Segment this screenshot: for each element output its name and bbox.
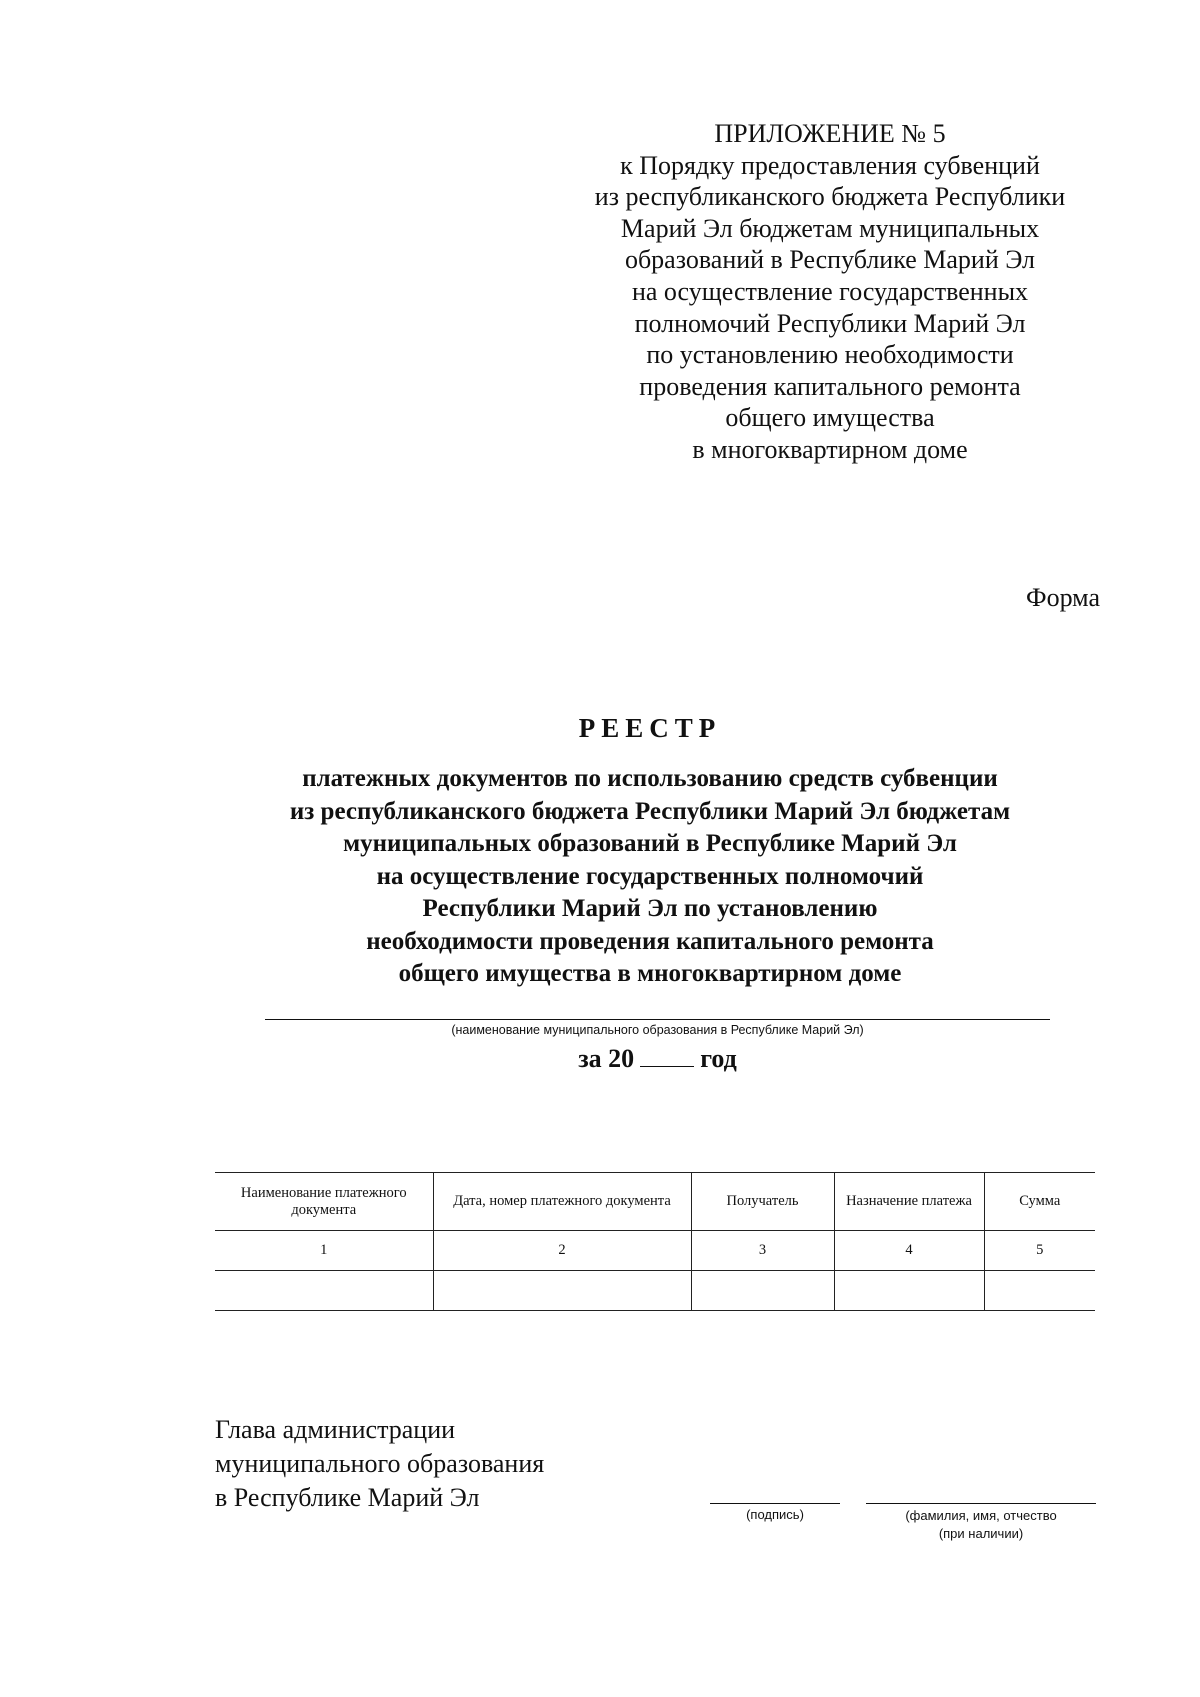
- subtitle-line: Республики Марий Эл по установлению: [422, 895, 878, 922]
- signer-line: Глава администрации: [215, 1415, 456, 1444]
- subtitle-line: муниципальных образований в Республике Марий Эл: [343, 830, 957, 857]
- column-number: 2: [433, 1231, 691, 1271]
- signer-line: муниципального образования: [215, 1449, 545, 1478]
- municipality-caption: (наименование муниципального образования в Республике Марий Эл): [451, 1023, 864, 1037]
- column-number: 1: [215, 1231, 433, 1271]
- table-row: [215, 1271, 1095, 1311]
- table-cell: [215, 1271, 433, 1311]
- subtitle-line: из республиканского бюджета Республики Марий Эл бюджетам: [289, 797, 1011, 825]
- subtitle-line: необходимости проведения капитального ремонта: [366, 927, 934, 955]
- header-purpose: Назначение платежа: [834, 1173, 984, 1231]
- year-suffix: год: [700, 1044, 737, 1073]
- header-date-number: Дата, номер платежного документа: [433, 1173, 691, 1231]
- year-prefix: за 20: [578, 1044, 635, 1073]
- name-caption-line: (при наличии): [938, 1526, 1024, 1541]
- name-fill-line: [866, 1503, 1096, 1504]
- signer-block: [215, 1413, 544, 1515]
- table-cell: [984, 1271, 1095, 1311]
- appendix-line: к Порядку предоставления субвенций: [620, 150, 1040, 180]
- column-number: 3: [691, 1231, 834, 1271]
- table-cell: [834, 1271, 984, 1311]
- appendix-header: [560, 118, 1100, 466]
- table-header-row: [215, 1173, 1095, 1231]
- header-recipient: Получатель: [691, 1173, 834, 1231]
- document-subtitle: [200, 763, 1100, 991]
- year-blank: [640, 1044, 694, 1067]
- header-document-name: Наименование платежного документа: [215, 1173, 433, 1231]
- appendix-line: образований в Республике Марий Эл: [624, 245, 1036, 275]
- appendix-line: Марий Эл бюджетам муниципальных: [620, 213, 1040, 243]
- year-line: [265, 1044, 1050, 1074]
- subtitle-line: общего имущества в многоквартирном доме: [398, 960, 902, 987]
- appendix-line: по установлению необходимости: [646, 340, 1014, 370]
- signer-line: в Республике Марий Эл: [215, 1483, 480, 1512]
- name-caption-line: (фамилия, имя, отчество: [905, 1508, 1057, 1523]
- table-cell: [691, 1271, 834, 1311]
- column-number: 5: [984, 1231, 1095, 1271]
- appendix-line: на осуществление государственных: [631, 276, 1029, 306]
- appendix-line: общего имущества: [725, 403, 935, 433]
- signature-caption: (подпись): [746, 1507, 804, 1522]
- signature-fill-line: [710, 1503, 840, 1504]
- appendix-line: в многоквартирном доме: [692, 434, 968, 464]
- column-number: 4: [834, 1231, 984, 1271]
- payments-table: [215, 1172, 1095, 1311]
- form-label: Форма: [1026, 583, 1100, 612]
- appendix-line: полномочий Республики Марий Эл: [634, 308, 1026, 338]
- table-cell: [433, 1271, 691, 1311]
- appendix-title: ПРИЛОЖЕНИЕ № 5: [714, 119, 946, 148]
- appendix-line: проведения капитального ремонта: [639, 371, 1021, 401]
- subtitle-line: платежных документов по использованию средств субвенции: [302, 765, 998, 792]
- appendix-line: из республиканского бюджета Республики: [594, 182, 1066, 212]
- subtitle-line: на осуществление государственных полномочий: [376, 862, 924, 890]
- table-row: [215, 1231, 1095, 1271]
- document-title: РЕЕСТР: [578, 713, 722, 743]
- header-amount: Сумма: [984, 1173, 1095, 1231]
- municipality-fill-line: [265, 1019, 1050, 1020]
- name-caption: [866, 1507, 1096, 1543]
